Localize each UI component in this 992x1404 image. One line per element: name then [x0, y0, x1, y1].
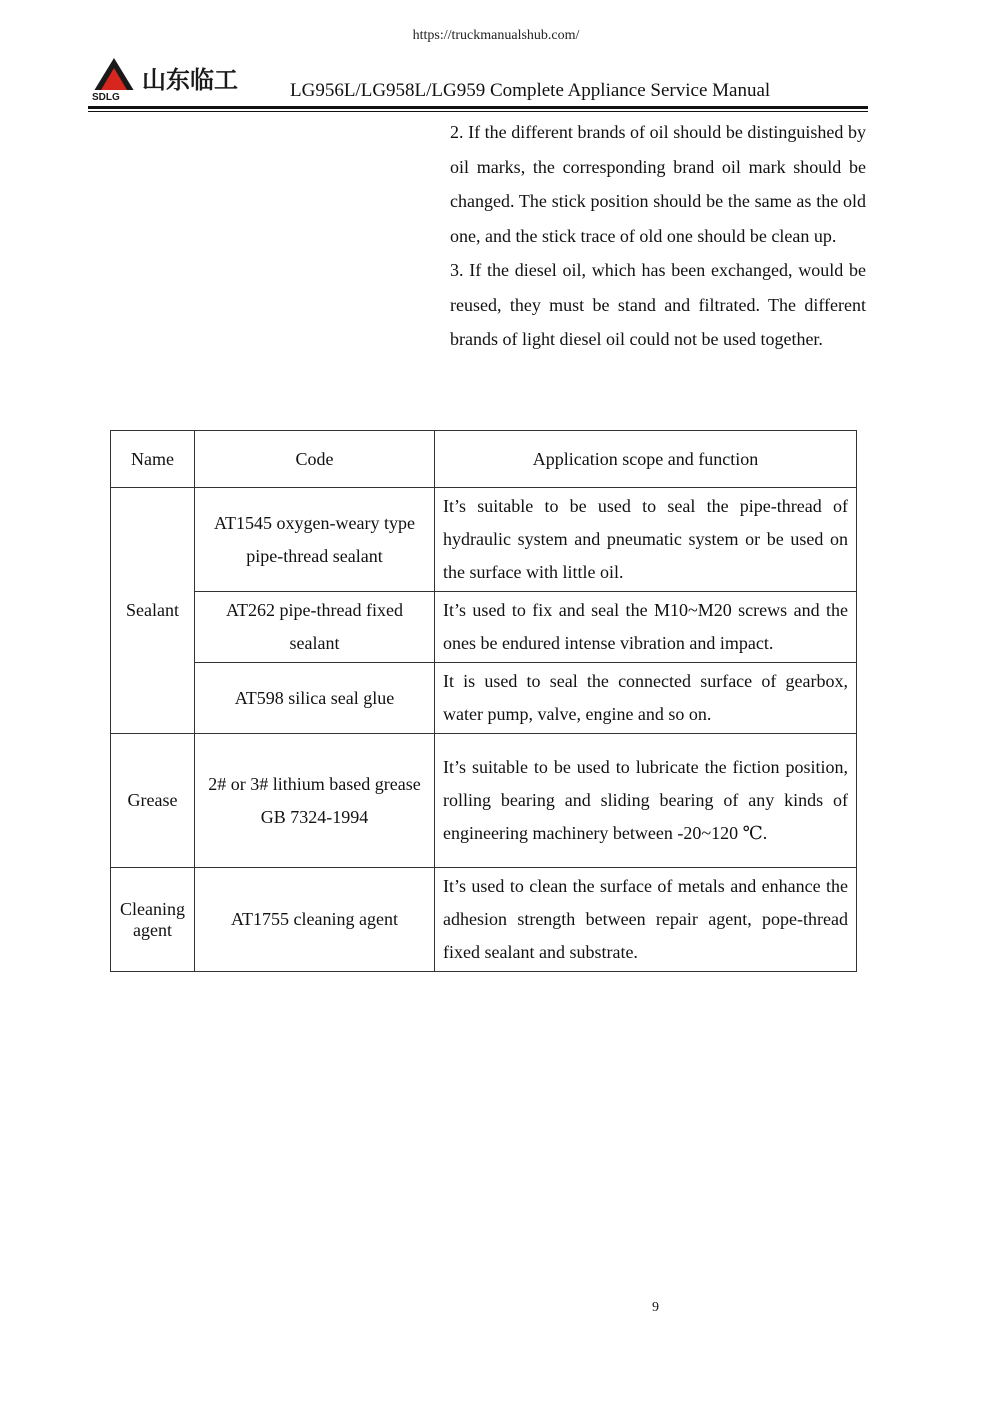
header-function: Application scope and function	[435, 431, 857, 488]
function-cell: It’s suitable to be used to seal the pipe-thread of hydraulic system and pneumatic system or be used on the surface with little oil.	[435, 488, 857, 592]
code-cell: 2# or 3# lithium based grease GB 7324-1994	[195, 734, 435, 868]
manual-title: LG956L/LG958L/LG959 Complete Appliance Service Manual	[290, 80, 771, 101]
note-3: 3. If the diesel oil, which has been exchanged, would be reused, they must be stand and filtrated. The different brands of light diesel oil could not be used together.	[450, 260, 866, 349]
notes-block	[450, 115, 866, 357]
group-name: Cleaning agent	[111, 868, 195, 972]
code-cell: AT1755 cleaning agent	[195, 868, 435, 972]
table-row	[111, 663, 857, 734]
code-cell: AT598 silica seal glue	[195, 663, 435, 734]
header-rule	[88, 106, 868, 109]
group-name: Grease	[111, 734, 195, 868]
table-header-row	[111, 431, 857, 488]
header-rule-thin	[88, 111, 868, 112]
function-cell: It’s used to fix and seal the M10~M20 screws and the ones be endured intense vibration and impact.	[435, 592, 857, 663]
function-cell: It is used to seal the connected surface of gearbox, water pump, valve, engine and so on.	[435, 663, 857, 734]
table-row	[111, 734, 857, 868]
header-code: Code	[195, 431, 435, 488]
table-row	[111, 488, 857, 592]
code-cell: AT1545 oxygen-weary type pipe-thread sealant	[195, 488, 435, 592]
source-url[interactable]: https://truckmanualshub.com/	[412, 28, 580, 43]
logo-sub-text: SDLG	[92, 92, 120, 102]
consumables-table	[110, 430, 857, 972]
group-name: Sealant	[111, 488, 195, 734]
table-row	[111, 592, 857, 663]
note-2: 2. If the different brands of oil should be distinguished by oil marks, the corresponding brand oil mark should be changed. The stick position should be the same as the old one, and the stick trace of old one should be clean up.	[450, 122, 866, 246]
function-cell: It’s suitable to be used to lubricate the fiction position, rolling bearing and sliding bearing of any kinds of engineering machinery between -20~120 ℃.	[435, 734, 857, 868]
function-cell: It’s used to clean the surface of metals and enhance the adhesion strength between repair agent, pope-thread fixed sealant and substrate.	[435, 868, 857, 972]
page-number: 9	[652, 1300, 659, 1315]
header-name: Name	[111, 431, 195, 488]
logo-text: 山东临工	[142, 66, 238, 94]
code-cell: AT262 pipe-thread fixed sealant	[195, 592, 435, 663]
table-row	[111, 868, 857, 972]
sdlg-logo	[90, 56, 270, 102]
